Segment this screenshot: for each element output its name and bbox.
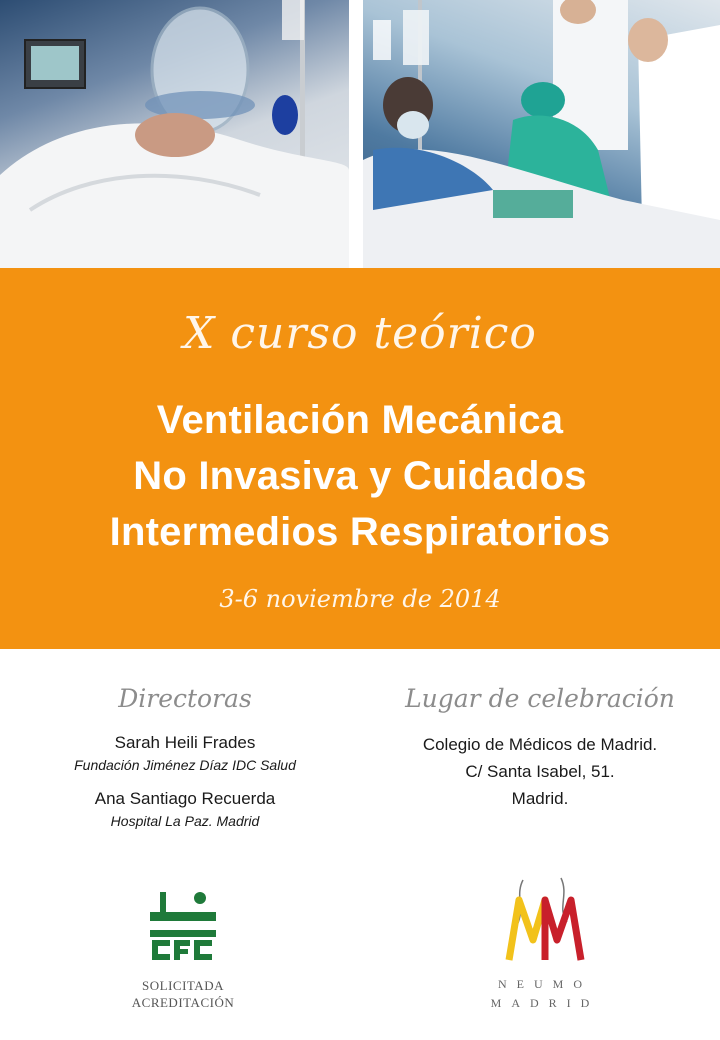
cfc-logo-icon — [148, 890, 218, 966]
accreditation-line: SOLICITADA — [142, 978, 224, 993]
neumo-madrid-logo — [470, 870, 620, 1013]
director-name: Sarah Heili Frades — [114, 733, 256, 752]
course-title-line: Intermedios Respiratorios — [109, 510, 611, 554]
course-title — [0, 392, 720, 560]
director-affiliation: Hospital La Paz. Madrid — [110, 813, 260, 829]
neumo-logo-icon — [495, 870, 595, 970]
directors-section — [40, 684, 330, 831]
accreditation-line: ACREDITACIÓN — [131, 995, 235, 1010]
header-photos — [0, 0, 720, 268]
venue-line: Madrid. — [511, 789, 569, 808]
directors-heading: Directoras — [118, 684, 252, 713]
director-name: Ana Santiago Recuerda — [94, 789, 276, 808]
venue-line: Colegio de Médicos de Madrid. — [422, 735, 658, 754]
course-title-line: No Invasiva y Cuidados — [133, 454, 587, 498]
course-title-line: Ventilación Mecánica — [156, 398, 564, 442]
course-number: X curso teórico — [183, 308, 537, 359]
course-date: 3-6 noviembre de 2014 — [219, 585, 501, 613]
director-affiliation: Fundación Jiménez Díaz IDC Salud — [74, 757, 296, 773]
course-banner — [0, 268, 720, 649]
cfc-accreditation-logo — [108, 890, 258, 1011]
venue-section — [390, 684, 690, 812]
venue-line: C/ Santa Isabel, 51. — [465, 762, 615, 781]
photo-nurses-patient — [363, 0, 720, 268]
photo-icu-patient — [0, 0, 349, 268]
neumo-word: NEUMO — [498, 977, 592, 991]
madrid-word: MADRID — [490, 996, 600, 1010]
venue-heading: Lugar de celebración — [405, 684, 675, 713]
